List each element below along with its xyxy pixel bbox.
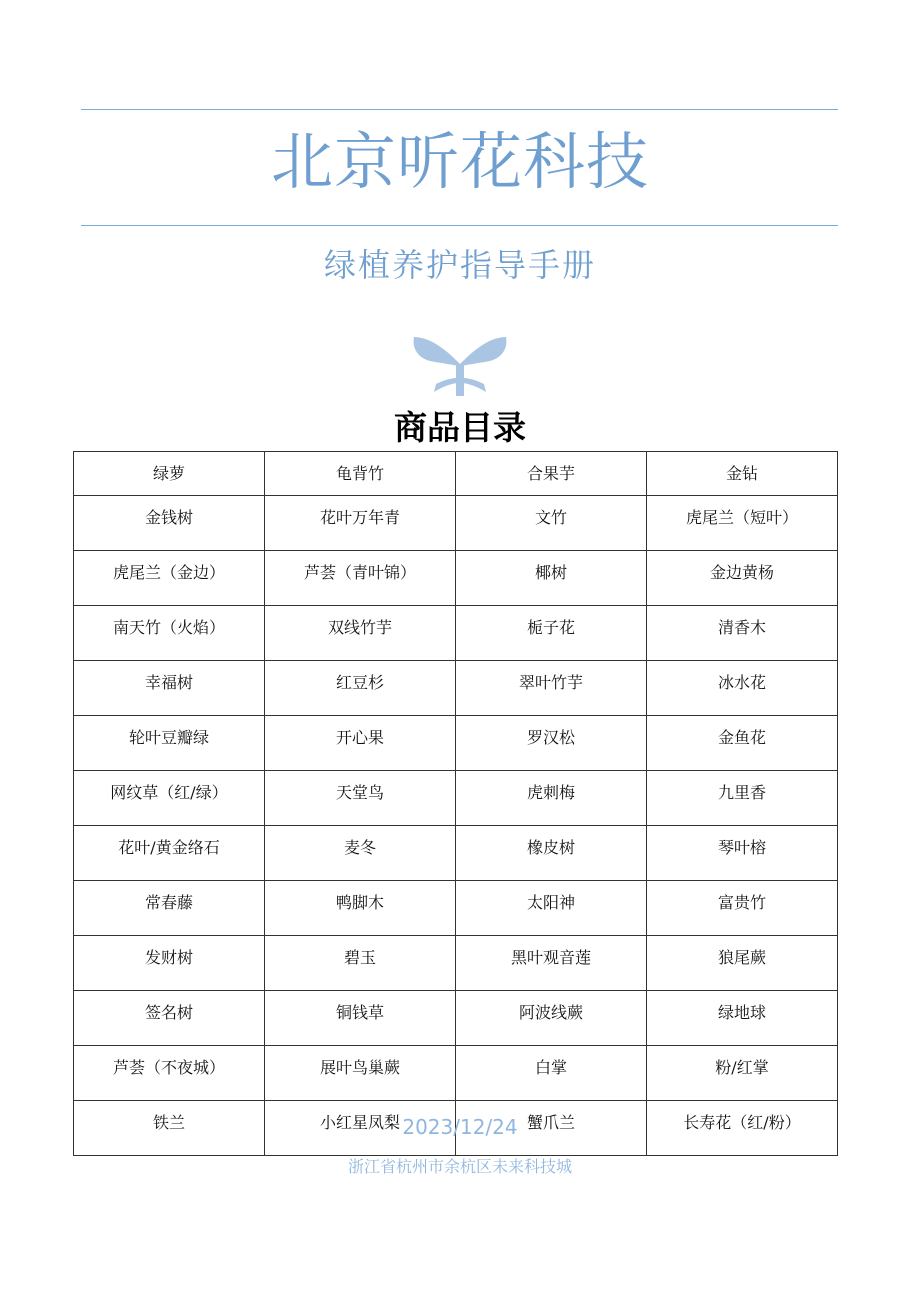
- product-cell: 太阳神: [456, 881, 647, 936]
- product-cell: 幸福树: [74, 661, 265, 716]
- manual-subtitle: 绿植养护指导手册: [323, 246, 596, 284]
- table-row: [74, 452, 838, 496]
- product-cell: 蟹爪兰: [456, 1101, 647, 1156]
- product-cell: 金鱼花: [647, 716, 838, 771]
- product-cell: 虎尾兰（短叶）: [647, 496, 838, 551]
- product-cell: 花叶/黄金络石: [74, 826, 265, 881]
- product-cell: 白掌: [456, 1046, 647, 1101]
- product-cell: 合果芋: [456, 452, 647, 496]
- product-cell: 常春藤: [74, 881, 265, 936]
- table-row: [74, 716, 838, 771]
- product-cell: 展叶鸟巢蕨: [265, 1046, 456, 1101]
- product-cell: 栀子花: [456, 606, 647, 661]
- product-cell: 开心果: [265, 716, 456, 771]
- product-cell: 阿波线蕨: [456, 991, 647, 1046]
- document-date: 2023/12/24: [402, 1115, 518, 1139]
- product-cell: 网纹草（红/绿）: [74, 771, 265, 826]
- product-cell: 小红星凤梨: [265, 1101, 456, 1156]
- product-cell: 虎尾兰（金边）: [74, 551, 265, 606]
- product-cell: 琴叶榕: [647, 826, 838, 881]
- product-cell: 签名树: [74, 991, 265, 1046]
- plant-sprout-logo-icon: [410, 334, 510, 398]
- product-cell: 虎刺梅: [456, 771, 647, 826]
- middle-rule: [81, 225, 838, 226]
- table-row: [74, 881, 838, 936]
- product-cell: 芦荟（不夜城）: [74, 1046, 265, 1101]
- product-cell: 红豆杉: [265, 661, 456, 716]
- table-row: [74, 606, 838, 661]
- product-cell: 轮叶豆瓣绿: [74, 716, 265, 771]
- product-cell: 罗汉松: [456, 716, 647, 771]
- table-row: [74, 936, 838, 991]
- product-cell: 绿地球: [647, 991, 838, 1046]
- product-cell: 长寿花（红/粉）: [647, 1101, 838, 1156]
- product-cell: 九里香: [647, 771, 838, 826]
- product-cell: 金边黄杨: [647, 551, 838, 606]
- table-row: [74, 826, 838, 881]
- product-cell: 狼尾蕨: [647, 936, 838, 991]
- product-cell: 椰树: [456, 551, 647, 606]
- product-cell: 铜钱草: [265, 991, 456, 1046]
- product-cell: 铁兰: [74, 1101, 265, 1156]
- product-cell: 南天竹（火焰）: [74, 606, 265, 661]
- product-cell: 双线竹芋: [265, 606, 456, 661]
- table-row: [74, 991, 838, 1046]
- table-row: [74, 551, 838, 606]
- catalog-title: 商品目录: [394, 408, 526, 447]
- company-address: 浙江省杭州市余杭区未来科技城: [347, 1157, 572, 1176]
- product-cell: 富贵竹: [647, 881, 838, 936]
- product-cell: 金钻: [647, 452, 838, 496]
- product-cell: 翠叶竹芋: [456, 661, 647, 716]
- product-cell: 金钱树: [74, 496, 265, 551]
- product-cell: 清香木: [647, 606, 838, 661]
- table-row: [74, 661, 838, 716]
- product-cell: 发财树: [74, 936, 265, 991]
- product-cell: 绿萝: [74, 452, 265, 496]
- table-row: [74, 496, 838, 551]
- product-cell: 冰水花: [647, 661, 838, 716]
- product-cell: 天堂鸟: [265, 771, 456, 826]
- product-cell: 橡皮树: [456, 826, 647, 881]
- table-row: [74, 771, 838, 826]
- top-rule: [81, 109, 838, 110]
- table-row: [74, 1046, 838, 1101]
- product-cell: 碧玉: [265, 936, 456, 991]
- company-name: 北京听花科技: [270, 125, 649, 198]
- product-cell: 鸭脚木: [265, 881, 456, 936]
- product-cell: 粉/红掌: [647, 1046, 838, 1101]
- product-cell: 龟背竹: [265, 452, 456, 496]
- product-cell: 麦冬: [265, 826, 456, 881]
- product-cell: 文竹: [456, 496, 647, 551]
- product-cell: 花叶万年青: [265, 496, 456, 551]
- product-catalog-table: [73, 451, 838, 1156]
- product-cell: 芦荟（青叶锦）: [265, 551, 456, 606]
- product-cell: 黑叶观音莲: [456, 936, 647, 991]
